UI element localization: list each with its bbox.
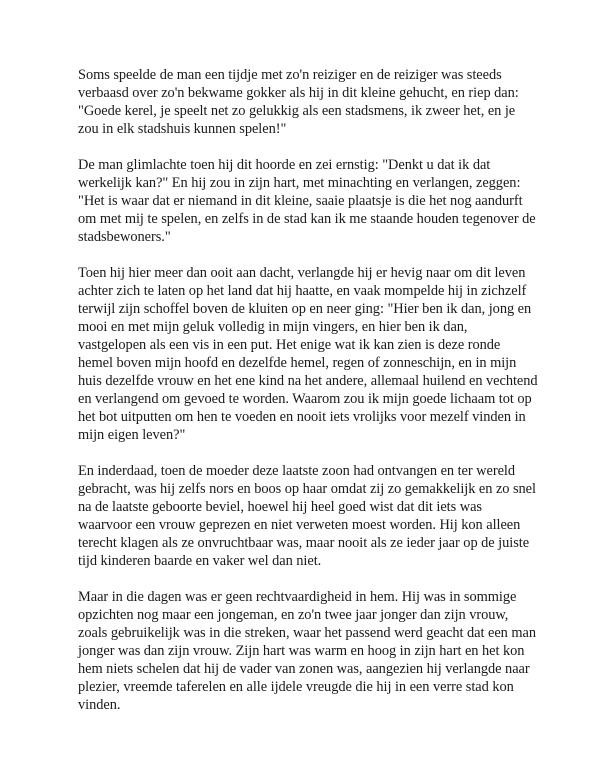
paragraph-3: Toen hij hier meer dan ooit aan dacht, verlangde hij er hevig naar om dit leven achter zich te laten op het land dat hij haatte, en vaak mompelde hij in zichzelf terwijl zijn schoffel boven de kluiten op en neer ging: "Hier ben ik dan, jong en mooi en met mijn geluk volledig in mijn vingers, en hier ben ik dan, vastgelopen als een vis in een put. Het enige wat ik kan zien is deze ronde hemel boven mijn hoofd en dezelfde hemel, regen of zonneschijn, en in mijn huis dezelfde vrouw en het ene kind na het andere, allemaal huilend en vechtend en verlangend om gevoed te worden. Waarom zou ik mijn goede lichaam tot op het bot uitputten om hen te voeden en nooit iets vrolijks voor mezelf vinden in mijn eigen leven?"	[78, 265, 538, 443]
document-page	[78, 66, 538, 714]
paragraph-4: En inderdaad, toen de moeder deze laatste zoon had ontvangen en ter wereld gebracht, was hij zelfs nors en boos op haar omdat zij zo gemakkelijk en zo snel na de laatste geboorte beviel, hoewel hij heel goed wist dat dit iets was waarvoor een vrouw geprezen en niet verweten moest worden. Hij kon alleen terecht klagen als ze onvruchtbaar was, maar nooit als ze ieder jaar op de juiste tijd kinderen baarde en vaker wel dan niet.	[78, 463, 536, 569]
paragraph-2: De man glimlachte toen hij dit hoorde en zei ernstig: "Denkt u dat ik dat werkelijk kan?" En hij zou in zijn hart, met minachting en verlangen, zeggen: "Het is waar dat er niemand in dit kleine, saaie plaatsje is die het nog aandurft om met mij te spelen, en zelfs in de stad kan ik me staande houden tegenover de stadsbewoners."	[78, 157, 536, 245]
paragraph-1: Soms speelde de man een tijdje met zo'n reiziger en de reiziger was steeds verbaasd over zo'n bekwame gokker als hij in dit kleine gehucht, en riep dan: "Goede kerel, je speelt net zo gelukkig als een stadsmens, ik zweer het, en je zou in elk stadshuis kunnen spelen!"	[78, 67, 519, 137]
paragraph-5: Maar in die dagen was er geen rechtvaardigheid in hem. Hij was in sommige opzichten nog maar een jongeman, en zo'n twee jaar jonger dan zijn vrouw, zoals gebruikelijk was in die streken, waar het passend werd geacht dat een man jonger was dan zijn vrouw. Zijn hart was warm en hoog in zijn hart en het kon hem niets schelen dat hij de vader van zonen was, aangezien hij verlangde naar plezier, vreemde taferelen en alle ijdele vreugde die hij in een verre stad kon vinden.	[78, 589, 536, 713]
